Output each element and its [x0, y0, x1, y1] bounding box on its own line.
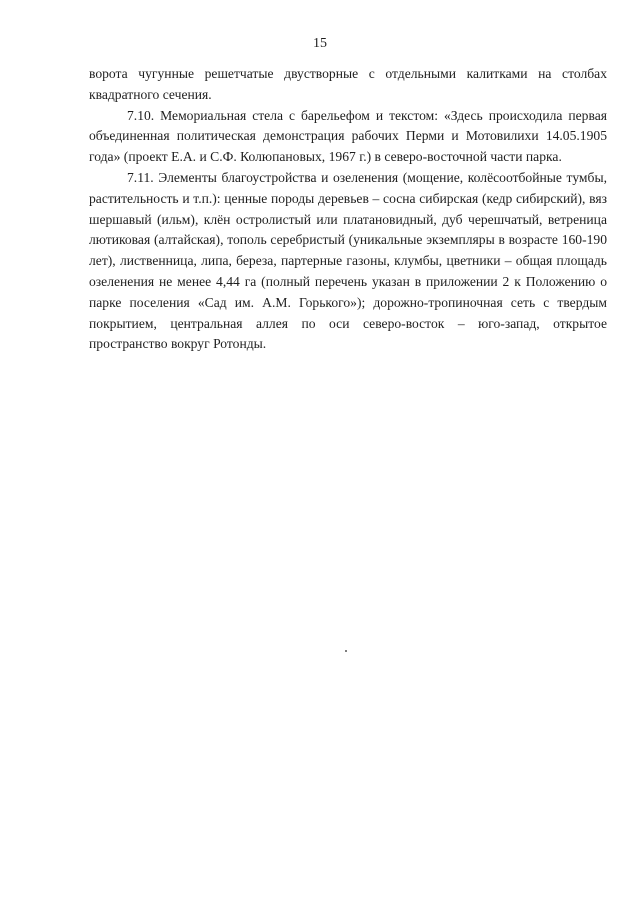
paragraph-continuation: ворота чугунные решетчатые двустворные с отдельными калитками на столбах квадратного сечения. — [89, 66, 607, 102]
paragraph-7-11: 7.11. Элементы благоустройства и озеленения (мощение, колёсоотбойные тумбы, растительность и т.п.): ценные породы деревьев – сосна сибирская (кедр сибирский), вяз шершавый (ильм), клён остролистый или платановидный, дуб черешчатый, ветреница лютиковая (алтайская), тополь серебристый (уникальные экземпляры в возрасте 160-190 лет), лиственница, липа, береза, партерные газоны, клумбы, цветники – общая площадь озеленения не менее 4,44 га (полный перечень указан в приложении 2 к Положению о парке поселения «Сад им. А.М. Горького»); дорожно-тропиночная сеть с твердым покрытием, центральная аллея по оси северо-восток – юго-запад, открытое пространство вокруг Ротонды. — [89, 169, 607, 352]
page-number: 15 — [313, 36, 327, 51]
document-body — [89, 64, 607, 355]
paragraph-7-10: 7.10. Мемориальная стела с барельефом и текстом: «Здесь происходила первая объединенная политическая демонстрация рабочих Перми и Мотовилихи 14.05.1905 года» (проект Е.А. и С.Ф. Колюпановых, 1967 г.) в северо-восточной части парка. — [89, 107, 607, 165]
scan-speck — [345, 650, 347, 652]
